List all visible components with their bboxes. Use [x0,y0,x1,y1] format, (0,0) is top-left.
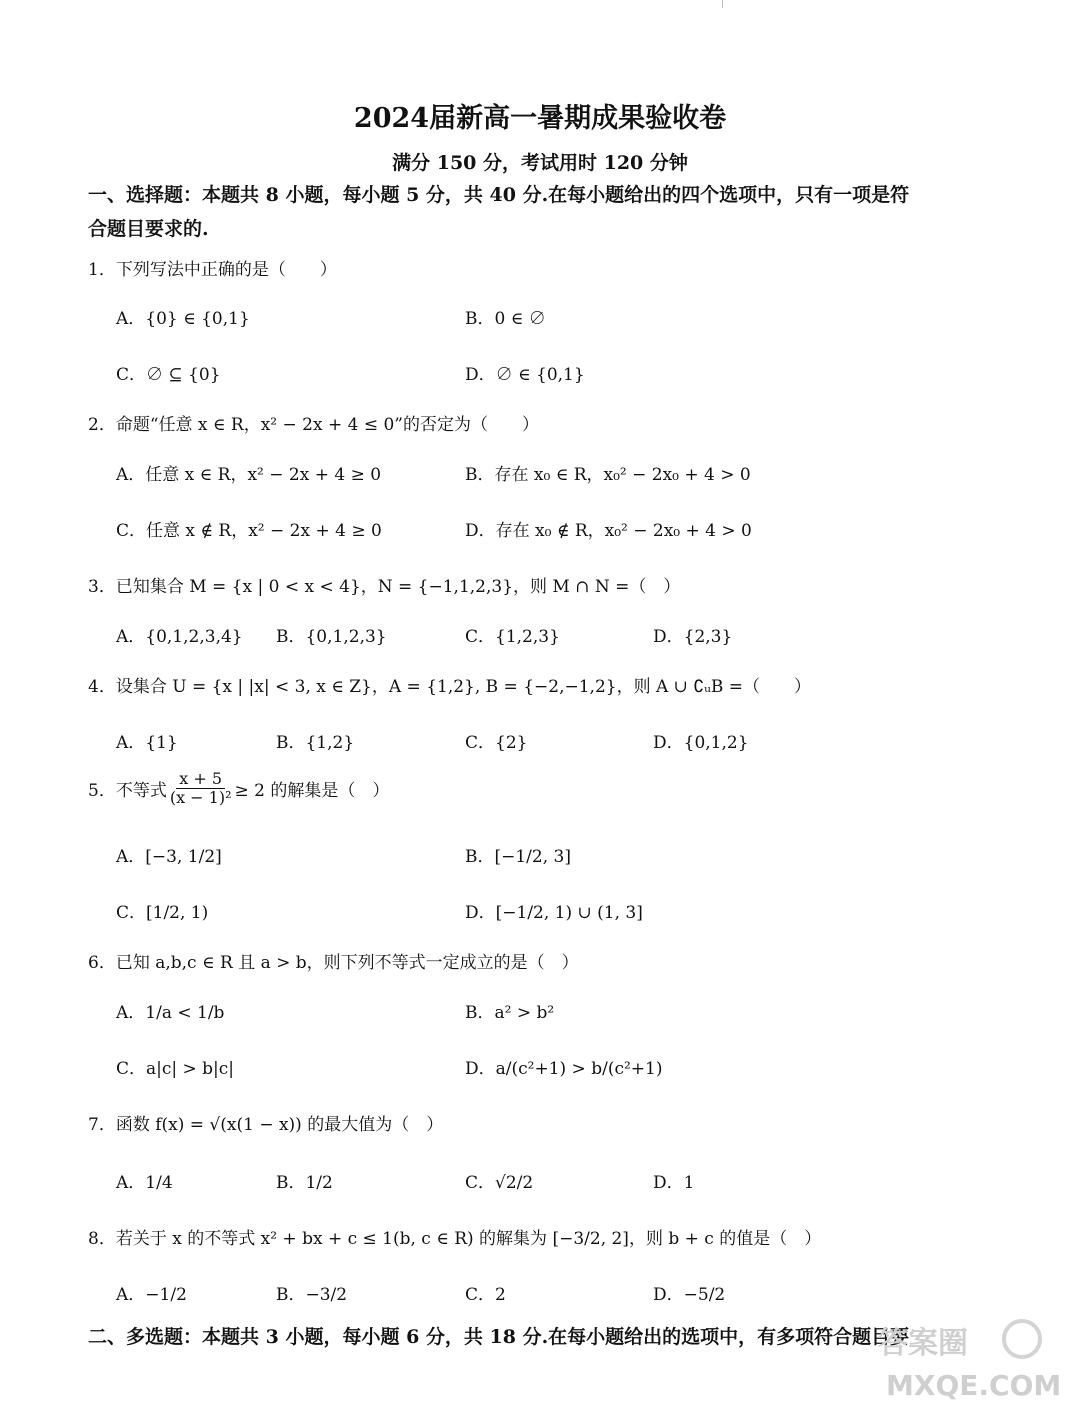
q3-option-b: B．{0,1,2,3} [276,627,387,647]
q1-option-a: A．{0} ∈ {0,1} [116,309,250,329]
q7-option-b: B．1/2 [276,1173,333,1193]
q1-option-b: B．0 ∈ ∅ [465,309,546,329]
q5-fraction [167,770,235,806]
q5-fraction-numerator: x + 5 [176,770,225,789]
section-2-heading: 二、多选题：本题共 3 小题，每小题 6 分，共 18 分.在每小题给出的选项中，有多项符合题目要 [88,1326,910,1348]
section-1-heading: 一、选择题：本题共 8 小题，每小题 5 分，共 40 分.在每小题给出的四个选项中，只有一项是符 [88,184,910,206]
q6-option-b: B．a² > b² [465,1003,555,1023]
question-1-stem: 1．下列写法中正确的是（ ） [88,260,337,280]
q4-option-c: C．{2} [465,733,528,753]
q4-option-d: D．{0,1,2} [653,733,749,753]
q2-option-a: A．任意 x ∈ R，x² − 2x + 4 ≥ 0 [116,465,382,485]
q1-option-d: D．∅ ∈ {0,1} [465,365,585,385]
section-1-heading-cont: 合题目要求的. [88,218,209,240]
question-3-stem: 3．已知集合 M = {x | 0 < x < 4}，N = {−1,1,2,3}，则 M ∩ N =（ ） [88,577,681,597]
q5-stem-pre: 5．不等式 [88,780,167,801]
question-8-stem: 8．若关于 x 的不等式 x² + bx + c ≤ 1(b, c ∈ R) 的解集为 [−3/2, 2]，则 b + c 的值是（ ） [88,1229,822,1249]
q6-option-d: D．a/(c²+1) > b/(c²+1) [465,1059,663,1079]
q6-option-c: C．a|c| > b|c| [116,1059,235,1079]
q8-option-b: B．−3/2 [276,1285,348,1305]
watermark-url: MXQE.COM [886,1369,1062,1402]
q5-fraction-denominator: (x − 1)² [169,787,232,807]
q2-option-c: C．任意 x ∉ R，x² − 2x + 4 ≥ 0 [116,521,382,541]
q1-option-c: C．∅ ⊆ {0} [116,365,221,385]
q5-stem-post: ≥ 2 的解集是（ ） [234,780,390,801]
q2-option-d: D．存在 x₀ ∉ R，x₀² − 2x₀ + 4 > 0 [465,521,752,541]
exam-info: 满分 150 分，考试用时 120 分钟 [392,152,688,174]
top-tick-mark [722,0,723,8]
q7-option-a: A．1/4 [116,1173,173,1193]
watermark-circle-icon [1004,1321,1040,1357]
q8-option-d: D．−5/2 [653,1285,726,1305]
q5-option-c: C．[1/2, 1) [116,903,209,923]
q5-option-d: D．[−1/2, 1) ∪ (1, 3] [465,903,643,923]
question-5-stem [88,770,389,806]
question-4-stem: 4．设集合 U = {x | |x| < 3, x ∈ Z}，A = {1,2}, B = {−2,−1,2}，则 A ∪ ∁ᵤB =（ ） [88,677,812,697]
watermark-logo [872,1313,1062,1403]
q8-option-c: C．2 [465,1285,506,1305]
page-title: 2024届新高一暑期成果验收卷 [353,103,727,134]
question-2-stem: 2．命题“任意 x ∈ R，x² − 2x + 4 ≤ 0”的否定为（ ） [88,415,539,435]
q4-option-b: B．{1,2} [276,733,355,753]
q5-option-b: B．[−1/2, 3] [465,847,571,867]
q4-option-a: A．{1} [116,733,178,753]
question-6-stem: 6．已知 a,b,c ∈ R 且 a > b，则下列不等式一定成立的是（ ） [88,953,579,973]
q5-option-a: A．[−3, 1/2] [116,847,222,867]
q7-option-c: C．√2/2 [465,1173,534,1193]
q6-option-a: A．1/a < 1/b [116,1003,225,1023]
question-7-stem: 7．函数 f(x) = √(x(1 − x)) 的最大值为（ ） [88,1115,444,1135]
q2-option-b: B．存在 x₀ ∈ R，x₀² − 2x₀ + 4 > 0 [465,465,751,485]
q3-option-a: A．{0,1,2,3,4} [116,627,243,647]
q3-option-c: C．{1,2,3} [465,627,560,647]
watermark-logo-text: 答案圈 [878,1326,968,1361]
q7-option-d: D．1 [653,1173,695,1193]
q8-option-a: A．−1/2 [116,1285,187,1305]
q3-option-d: D．{2,3} [653,627,733,647]
